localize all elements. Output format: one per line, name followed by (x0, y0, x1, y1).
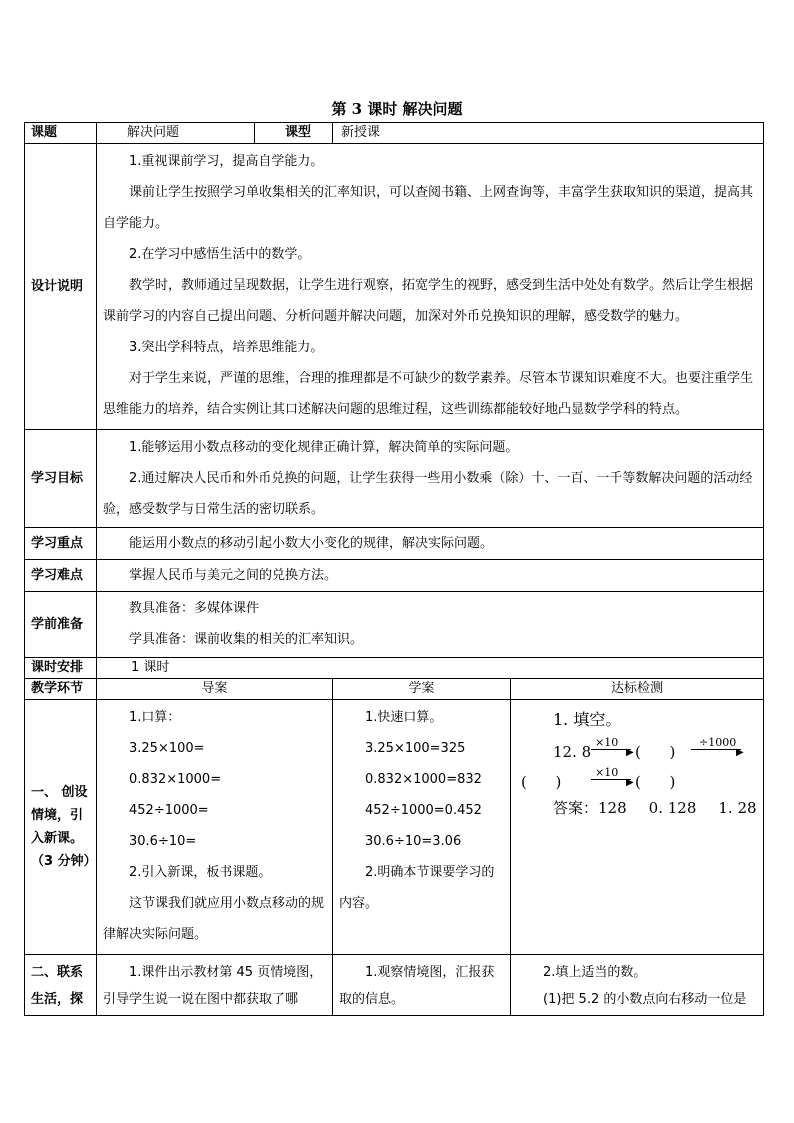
page-title: 第 3 课时 解决问题 (331, 100, 463, 118)
lesson-plan-table (24, 122, 764, 1016)
op-times10-label: ×10 (595, 736, 619, 749)
arrow-line (591, 779, 631, 780)
goals-label: 学习目标 (25, 430, 97, 528)
phase1-check (511, 700, 764, 955)
goals-content (97, 430, 764, 528)
row-schedule (25, 658, 764, 679)
key-content (97, 528, 764, 560)
design-content (97, 144, 764, 430)
phase2-study (333, 955, 511, 1016)
guide-line: 1.口算： (129, 710, 181, 725)
design-para: 对于学生来说，严谨的思维，合理的推理都是不可缺少的数学素养。尽管本节课知识难度不大。也要注重学生思维能力的培养，结合实例让其口述解决问题的思维过程，这些训练都能较好地凸显数学学科的特点。 (103, 371, 754, 417)
study-line: 1.观察情境图，汇报获取的信息。 (339, 965, 495, 1007)
row-key (25, 528, 764, 560)
fill-blank-exercise (511, 700, 763, 830)
row-column-headers (25, 679, 764, 700)
col-study-header: 学案 (333, 679, 511, 700)
key-text: 能运用小数点的移动引起小数大小变化的规律，解决实际问题。 (129, 536, 494, 551)
row-topic (25, 123, 764, 144)
row-phase2 (25, 955, 764, 1016)
guide-line: 452÷1000= (129, 803, 209, 818)
design-label: 设计说明 (25, 144, 97, 430)
arrow-right-icon: ▶ (736, 747, 744, 758)
guide-line: 这节课我们就应用小数点移动的规律解决实际问题。 (103, 896, 325, 942)
blank: ( ) (635, 773, 676, 791)
difficulty-label: 学习难点 (25, 560, 97, 592)
phase2-guide (97, 955, 333, 1016)
row-design (25, 144, 764, 430)
op-div1000-label: ÷1000 (699, 736, 737, 749)
answer-label: 答案： (553, 799, 599, 817)
guide-line: 3.25×100= (129, 741, 205, 756)
row-prep (25, 592, 764, 658)
study-line: 2.明确本节课要学习的内容。 (339, 865, 495, 911)
study-line: 30.6÷10=3.06 (365, 834, 462, 849)
type-value-text: 新授课 (341, 125, 381, 140)
arrow-right-icon: ▶ (626, 777, 634, 788)
row-goals (25, 430, 764, 528)
phase2-check (511, 955, 764, 1016)
guide-line: 30.6÷10= (129, 834, 197, 849)
answer-value: 128 (598, 799, 627, 817)
answer-value: 1. 28 (718, 799, 757, 817)
phase2-label: 二、联系生活，探 (25, 955, 97, 1016)
design-para: 课前让学生按照学习单收集相关的汇率知识，可以查阅书籍、上网查询等，丰富学生获取知识的渠道，提高其自学能力。 (103, 185, 754, 231)
guide-line: 1.课件出示教材第 45 页情境图，引导学生说一说在图中都获取了哪 (103, 965, 323, 1007)
goal-para: 2.通过解决人民币和外币兑换的问题，让学生获得一些用小数乘（除）十、一百、一千等数解决问题的活动经验，感受数学与日常生活的密切联系。 (103, 471, 753, 517)
prep-student: 学具准备：课前收集的相关的汇率知识。 (129, 632, 364, 647)
answer-line (553, 798, 757, 818)
col-phase-header: 教学环节 (25, 679, 97, 700)
topic-label: 课题 (25, 123, 97, 144)
check-line: 2.填上适当的数。 (543, 965, 647, 980)
study-line: 3.25×100=325 (365, 741, 466, 756)
schedule-value: 1 课时 (97, 658, 764, 679)
design-para: 2.在学习中感悟生活中的数学。 (129, 247, 311, 262)
exercise-start-number: 12. 8 (553, 743, 592, 761)
arrow-right-icon: ▶ (626, 747, 634, 758)
phase1-study (333, 700, 511, 955)
topic-value: 解决问题 (97, 123, 255, 144)
guide-line: 2.引入新课，板书课题。 (129, 865, 272, 880)
design-para: 1.重视课前学习，提高自学能力。 (129, 154, 324, 169)
op-times10-label: ×10 (595, 766, 619, 779)
design-para: 教学时，教师通过呈现数据，让学生进行观察，拓宽学生的视野，感受到生活中处处有数学。然后让学生根据课前学习的内容自己提出问题、分析问题并解决问题，加深对外币兑换知识的理解，感受数学的魅力。 (103, 278, 754, 324)
prep-teacher: 教具准备：多媒体课件 (129, 601, 260, 616)
study-line: 1.快速口算。 (365, 710, 443, 725)
difficulty-content (97, 560, 764, 592)
col-guide-header: 导案 (97, 679, 333, 700)
arrow-line (691, 749, 741, 750)
study-line: 0.832×1000=832 (365, 772, 482, 787)
schedule-label: 课时安排 (25, 658, 97, 679)
key-label: 学习重点 (25, 528, 97, 560)
type-label: 课型 (255, 123, 333, 144)
phase1-guide (97, 700, 333, 955)
prep-content (97, 592, 764, 658)
difficulty-text: 掌握人民币与美元之间的兑换方法。 (129, 568, 338, 583)
row-phase1 (25, 700, 764, 955)
check-line: (1)把 5.2 的小数点向右移动一位是 (543, 992, 747, 1007)
arrow-line (591, 749, 631, 750)
type-value (333, 123, 764, 144)
goal-para: 1.能够运用小数点移动的变化规律正确计算，解决简单的实际问题。 (129, 440, 519, 455)
blank: ( ) (521, 773, 562, 791)
row-difficulty (25, 560, 764, 592)
study-line: 452÷1000=0.452 (365, 803, 482, 818)
col-check-header: 达标检测 (511, 679, 764, 700)
guide-line: 0.832×1000= (129, 772, 222, 787)
answer-value: 0. 128 (648, 799, 697, 817)
blank: ( ) (635, 743, 676, 761)
phase1-label: 一、 创设情境，引入新课。（3 分钟） (25, 700, 97, 955)
prep-label: 学前准备 (25, 592, 97, 658)
design-para: 3.突出学科特点，培养思维能力。 (129, 340, 324, 355)
exercise-heading: 1. 填空。 (553, 710, 622, 729)
